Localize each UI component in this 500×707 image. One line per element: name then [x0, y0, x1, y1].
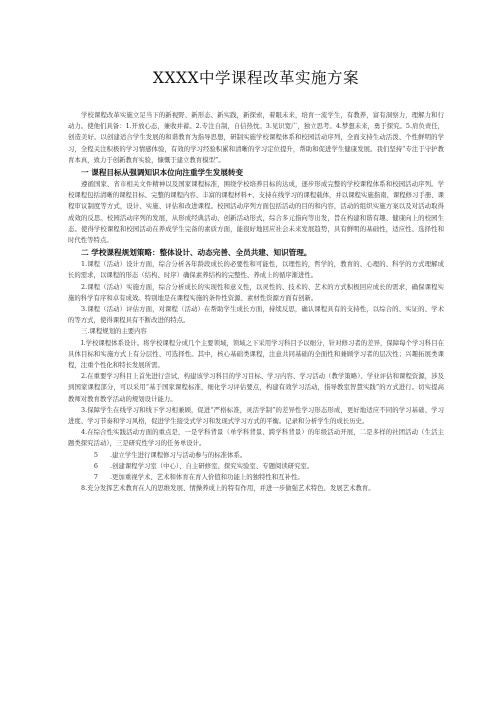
list-item [68, 461, 444, 472]
intro-paragraph: 学校课程改革实施立足当下的新视野、新形态、新实践，新探索，着眼未来，培育一流学生，有教养，富有洞察力，理解力和行动力。使他们具备：1.开放心态，兼收并蓄。2.专注自制，自信热忱。3.见识宽广，独立思考。4.梦想未来，勇于探究。5.肩负责任，创造美好。以创建适合学生发展的和谐教育为指导思想，研制实施学校课程体系和校园活动序列，全面支持生动活泼、个性鲜明的学习，全程关注积极的学习情感体验，有效的学习经验积累和清晰的学习定位提升，帮助和促进学生健康发展。我们坚持“专注于守护教育本真，致力于创新教育实验，慷慨于建立教育模型”。 [68, 111, 444, 164]
list-item [68, 450, 444, 461]
section-heading-3: 三.课程规划的主要内容 [81, 327, 147, 336]
list-item [68, 472, 444, 483]
closing-paragraph: 8.充分发挥艺术教育在人的思维发展、情操养成上的特有作用，并进一步做强艺术特色、发展艺术教育。 [81, 484, 375, 493]
section-1-paragraph: 遵循国家、省市相关文件精神以及国家课程标准，围绕学校培养目标的达成，逐步形成完整的学校课程体系和校园活动序列。学校课程包括清晰的课程目标、完整的课程内容、丰富的课程材料+、支持在线学习的课程载体，并以课程实施指南、课程修习手册、课程审议制度等方式，设计、实施、评估和改进课程。校园活动序列方面包括活动的目的和内容，活动的组织实施方案以及对活动取得成效的反思。校园活动序列的发展，从形成经典活动、创新活动形式，综合多元指向等出发，旨在构建和谐有趣、健康向上的校园生态。使得学校课程和校园活动在养成学生完备的素质方面，能很好地回应社会未来发展趋势，具有鲜明的基础性，适应性、选择性和时代性等特点。 [68, 180, 445, 245]
strategy-paragraph-1: 1.课程（活动）设计方面，综合分析各年龄段成长的必要性和可能性，以理性的，哲学的，教育的、心理的、科学的方式理解成长的需求，以课程的形态（结构、时序）确保素养结构的完整性、养成上的循序渐进性。 [68, 260, 444, 280]
list-item-text: .创建课程学习室（中心）、自主研修室、探究实验室、专题阅读研究室。 [110, 461, 314, 470]
list-item-text: .更加重视学术、艺术和体育在育人价值和功能上的独特性和互补性。 [110, 473, 304, 482]
list-item-number: 7 [93, 473, 98, 482]
list-item-number: 6 [93, 461, 98, 470]
content-paragraph-3: 3.保障学生在线学习和线下学习相兼顾，促进“严格标准，灵活学制”的差异性学习形态形成，更好地适应不同的学习基础、学习进度、学习节奏和学习风格，促进学生接受式学习和发现式学习方式的平衡。记录和分析学生的成长历史。 [68, 405, 444, 426]
document-title: XXXX中学课程改革实施方案 [152, 69, 360, 87]
content-paragraph-4: 4.在综合性实践活动方面的重点是，一是学科背景（单学科背景、跨学科背景）的年级活动开展，二是多样的社团活动（生活主题类探究活动），三是研究性学习的任务单设计。 [68, 428, 444, 448]
section-heading-1: 一 课程目标从强调知识本位向注重学生发展转变 [81, 168, 244, 178]
content-paragraph-2: 2.在重要学习科目上首先进行尝试，构建该学习科目的学习目标、学习内容、学习活动（教学策略）、学业评估和课程资源，涉及到国家课程部分，可以采用“基于国家课程标准，细化学习评估要点，构建有效学习活动，指导教室智慧实践”的方式进行。切实提高教师对教育教学活动的规划设计能力。 [68, 372, 444, 403]
list-item-number: 5 [93, 450, 98, 459]
section-heading-2: 二 学校课程规划策略：整体设计、动态完善、全员共建、知识管理。 [81, 248, 312, 258]
list-item-text: .建立学生进行课程修习与活动参与的标准体系。 [110, 450, 247, 459]
content-paragraph-1: I.学校课程体系设计。将学校课程分成几个主要领域，领域之下采用学习科目予以细分，针对修习者的差异，保障每个学习科目在具体目标和实施方式上有分层性、可选择性。其中，核心基础类课程，注意共同基础的全面性和兼顾学习者的层次性；兴趣拓展类课程，注重个性化和特长发展所需。 [68, 338, 444, 370]
strategy-paragraph-2: 2.课程（活动）实施方面，综合分析成长的实现性和意义性，以灵性的、技术的、艺术的方式积极回应成长的需求，确保课程实施的科学有序和卓有成效。特别地是在课程实施的条件性资源、素材性资源方面有创新。 [68, 282, 444, 302]
strategy-paragraph-3: 3.课程（活动）评估方面，对课程（活动）在帮助学生成长方面，持续反思，确认课程具有的支持性，以综合的、实证的、学术的等方式，使得课程具有不断改进的特点。 [68, 305, 444, 325]
